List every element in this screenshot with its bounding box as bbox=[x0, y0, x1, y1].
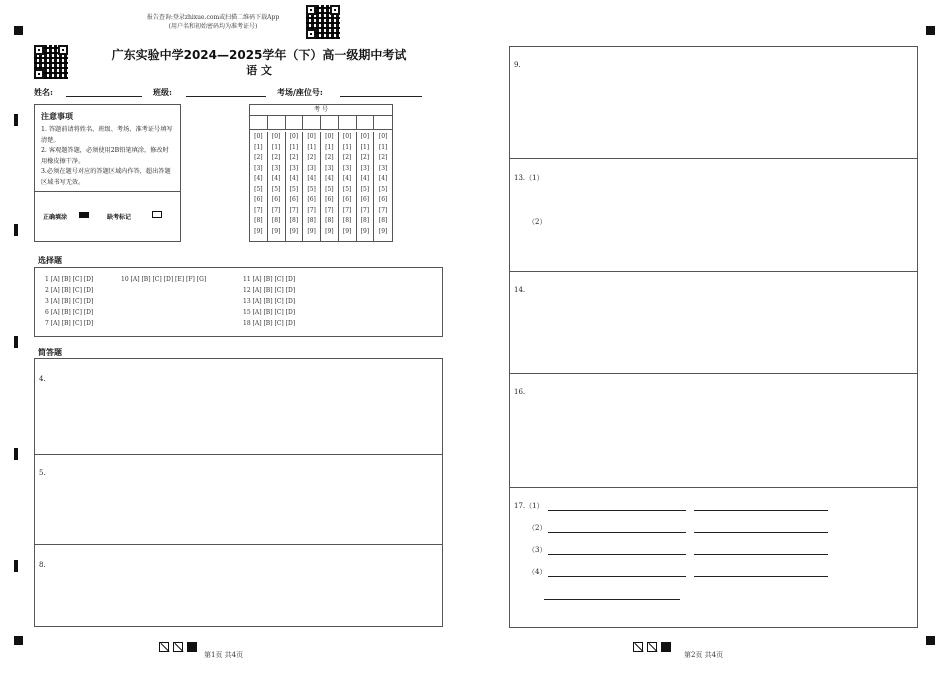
choice-q13[interactable]: 13 [A] [B] [C] [D] bbox=[243, 298, 296, 305]
exam-id-bubble[interactable]: [2] bbox=[325, 154, 334, 161]
short-section-title: 简答题 bbox=[38, 347, 62, 357]
corner-marker-tl bbox=[14, 26, 23, 35]
exam-id-bubble[interactable]: [7] bbox=[289, 206, 299, 214]
filled-box-icon bbox=[661, 642, 671, 652]
corner-marker-br bbox=[926, 636, 935, 645]
exam-id-bubble[interactable]: [7] bbox=[307, 206, 316, 214]
exam-id-bubble[interactable]: [7] bbox=[360, 206, 370, 214]
exam-id-bubble[interactable]: [4] bbox=[360, 175, 370, 182]
choice-q11[interactable]: 11 [A] [B] [C] [D] bbox=[243, 276, 296, 283]
choice-q6[interactable]: 6 [A] [B] [C] [D] bbox=[45, 309, 94, 316]
exam-id-column[interactable] bbox=[250, 132, 268, 241]
question-17-3-label: （3） bbox=[528, 546, 547, 554]
exam-id-bubble[interactable]: [5] bbox=[378, 185, 388, 193]
app-qr-code[interactable] bbox=[306, 5, 340, 39]
exam-id-bubble[interactable]: [8] bbox=[360, 217, 370, 224]
exam-id-bubble[interactable]: [8] bbox=[378, 217, 388, 224]
exam-id-bubble[interactable]: [7] bbox=[342, 206, 352, 214]
exam-id-bubble[interactable]: [6] bbox=[289, 196, 299, 203]
answer-line-17-4a[interactable] bbox=[548, 576, 686, 577]
choice-q10[interactable]: 10 [A] [B] [C] [D] [E] [F] [G] bbox=[121, 276, 207, 283]
question-9-label: 9. bbox=[514, 61, 521, 69]
exam-id-bubble[interactable]: [0] bbox=[271, 133, 281, 140]
crossed-box-icon bbox=[633, 642, 643, 652]
answer-box-14[interactable] bbox=[509, 271, 918, 374]
page2-footer: 第2页 共4页 bbox=[684, 651, 724, 659]
choice-q2[interactable]: 2 [A] [B] [C] [D] bbox=[45, 287, 94, 294]
absent-checkbox[interactable] bbox=[152, 211, 162, 218]
exam-id-column[interactable] bbox=[286, 132, 304, 241]
exam-id-bubble[interactable]: [2] bbox=[271, 154, 281, 161]
exam-id-bubble[interactable]: [9] bbox=[360, 227, 370, 235]
side-marker bbox=[14, 336, 18, 348]
page1-footer: 第1页 共4页 bbox=[204, 651, 244, 659]
exam-id-bubble[interactable]: [9] bbox=[307, 227, 316, 235]
exam-id-bubble[interactable]: [4] bbox=[254, 175, 263, 182]
exam-id-bubble[interactable]: [0] bbox=[378, 133, 388, 140]
exam-id-bubble[interactable]: [7] bbox=[325, 206, 334, 214]
crossed-box-icon bbox=[173, 642, 183, 652]
exam-id-bubble[interactable]: [1] bbox=[254, 143, 263, 151]
choice-q18[interactable]: 18 [A] [B] [C] [D] bbox=[243, 320, 296, 327]
exam-id-bubble[interactable]: [8] bbox=[342, 217, 352, 224]
exam-id-bubble[interactable]: [6] bbox=[254, 196, 263, 203]
notes-divider bbox=[35, 191, 180, 192]
name-label: 姓名: bbox=[34, 87, 53, 97]
exam-id-bubble[interactable]: [9] bbox=[342, 227, 352, 235]
exam-id-bubble[interactable]: [3] bbox=[342, 164, 352, 172]
side-marker bbox=[14, 448, 18, 460]
choice-section-title: 选择题 bbox=[38, 255, 62, 265]
exam-id-column[interactable] bbox=[374, 132, 392, 241]
corner-marker-tr bbox=[926, 26, 935, 35]
question-14-label: 14. bbox=[514, 286, 526, 294]
question-13-2-label: （2） bbox=[528, 218, 547, 226]
question-16-label: 16. bbox=[514, 388, 526, 396]
exam-id-column[interactable] bbox=[321, 132, 339, 241]
subject-title: 语 文 bbox=[246, 64, 272, 77]
exam-id-bubble[interactable]: [6] bbox=[271, 196, 281, 203]
exam-id-bubble[interactable]: [4] bbox=[289, 175, 299, 182]
choice-q12[interactable]: 12 [A] [B] [C] [D] bbox=[243, 287, 296, 294]
answer-line-17-3a[interactable] bbox=[548, 554, 686, 555]
exam-id-bubble[interactable]: [7] bbox=[378, 206, 388, 214]
seat-input-line[interactable] bbox=[340, 96, 422, 97]
exam-id-bubble[interactable]: [5] bbox=[360, 185, 370, 193]
answer-box-5[interactable] bbox=[34, 454, 443, 545]
side-marker bbox=[14, 114, 18, 126]
exam-id-bubble[interactable]: [6] bbox=[360, 196, 370, 203]
exam-id-grid bbox=[249, 104, 393, 242]
question-17-1-label: 17.（1） bbox=[514, 502, 544, 510]
exam-id-bubble[interactable]: [4] bbox=[271, 175, 281, 182]
exam-id-bubble[interactable]: [8] bbox=[254, 217, 263, 224]
answer-box-17 bbox=[509, 487, 918, 628]
question-4-label: 4. bbox=[39, 375, 46, 383]
exam-id-bubble[interactable]: [1] bbox=[342, 143, 352, 151]
exam-id-bubble[interactable]: [1] bbox=[271, 143, 281, 151]
answer-line-17-2b[interactable] bbox=[694, 532, 828, 533]
exam-id-bubble[interactable]: [8] bbox=[289, 217, 299, 224]
exam-id-bubble[interactable]: [1] bbox=[325, 143, 334, 151]
class-input-line[interactable] bbox=[186, 96, 266, 97]
answer-line-17-4b[interactable] bbox=[694, 576, 828, 577]
exam-id-bubble[interactable]: [2] bbox=[307, 154, 316, 161]
correct-fill-label: 正确填涂 bbox=[43, 214, 68, 221]
answer-box-4[interactable] bbox=[34, 358, 443, 455]
exam-id-bubble[interactable]: [3] bbox=[307, 164, 316, 172]
notes-box bbox=[34, 104, 181, 242]
exam-id-bubble[interactable]: [7] bbox=[271, 206, 281, 214]
exam-id-bubble[interactable]: [2] bbox=[289, 154, 299, 161]
exam-id-bubble[interactable]: [0] bbox=[289, 133, 299, 140]
question-17-2-label: （2） bbox=[528, 524, 547, 532]
exam-id-bubble[interactable]: [6] bbox=[378, 196, 388, 203]
exam-id-bubble[interactable]: [9] bbox=[289, 227, 299, 235]
exam-id-column[interactable] bbox=[357, 132, 375, 241]
answer-box-16[interactable] bbox=[509, 373, 918, 488]
exam-id-bubble[interactable]: [3] bbox=[325, 164, 334, 172]
exam-id-bubble[interactable]: [3] bbox=[289, 164, 299, 172]
exam-id-bubble[interactable]: [0] bbox=[307, 133, 316, 140]
exam-id-write-row[interactable] bbox=[250, 115, 392, 130]
answer-line-17-4c[interactable] bbox=[544, 599, 680, 600]
absent-label: 缺考标记 bbox=[107, 214, 132, 221]
question-5-label: 5. bbox=[39, 469, 46, 477]
exam-id-bubble[interactable]: [0] bbox=[360, 133, 370, 140]
choice-q7[interactable]: 7 [A] [B] [C] [D] bbox=[45, 320, 94, 327]
correct-fill-sample bbox=[79, 212, 89, 218]
exam-id-bubble[interactable]: [5] bbox=[254, 185, 263, 193]
answer-line-17-1b[interactable] bbox=[694, 510, 828, 511]
answer-box-9[interactable] bbox=[509, 46, 918, 159]
side-marker bbox=[14, 224, 18, 236]
answer-line-17-1a[interactable] bbox=[548, 510, 686, 511]
exam-id-bubble[interactable]: [4] bbox=[342, 175, 352, 182]
notes-heading: 注意事项 bbox=[41, 111, 73, 121]
exam-id-bubble[interactable]: [1] bbox=[289, 143, 299, 151]
question-17-4-label: （4） bbox=[528, 568, 547, 576]
notes-line-2: 2. 客观题答题，必须使用2B铅笔填涂，修改时用橡皮擦干净。 bbox=[41, 147, 169, 165]
exam-id-bubble[interactable]: [8] bbox=[307, 217, 316, 224]
exam-id-bubble[interactable]: [8] bbox=[325, 217, 334, 224]
exam-id-bubble[interactable]: [6] bbox=[307, 196, 316, 203]
exam-id-column[interactable] bbox=[268, 132, 286, 241]
exam-id-bubble[interactable]: [3] bbox=[271, 164, 281, 172]
exam-id-bubble[interactable]: [5] bbox=[342, 185, 352, 193]
exam-id-bubble[interactable]: [3] bbox=[378, 164, 388, 172]
question-13-1-label: 13.（1） bbox=[514, 174, 544, 182]
paper-qr-code bbox=[34, 45, 68, 79]
page2-marks bbox=[633, 636, 675, 655]
exam-id-bubble[interactable]: [7] bbox=[254, 206, 263, 214]
answer-line-17-3b[interactable] bbox=[694, 554, 828, 555]
exam-id-column[interactable] bbox=[339, 132, 357, 241]
answer-box-8[interactable] bbox=[34, 544, 443, 627]
notes-line-3: 3.必须在题号对应的答题区域内作答，超出答题区域书写无效。 bbox=[41, 168, 171, 186]
exam-id-bubble[interactable]: [9] bbox=[378, 227, 388, 235]
notes-text bbox=[41, 125, 173, 188]
exam-id-bubble[interactable]: [1] bbox=[360, 143, 370, 151]
exam-id-bubble[interactable]: [1] bbox=[307, 143, 316, 151]
exam-id-column[interactable] bbox=[303, 132, 321, 241]
exam-id-bubble[interactable]: [2] bbox=[378, 154, 388, 161]
exam-id-bubble[interactable]: [0] bbox=[254, 133, 263, 140]
exam-id-bubble[interactable]: [2] bbox=[254, 154, 263, 161]
choice-q1[interactable]: 1 [A] [B] [C] [D] bbox=[45, 276, 94, 283]
exam-id-title: 考 号 bbox=[250, 105, 392, 116]
choice-q3[interactable]: 3 [A] [B] [C] [D] bbox=[45, 298, 94, 305]
report-notice bbox=[133, 13, 293, 31]
exam-id-bubble[interactable]: [3] bbox=[254, 164, 263, 172]
exam-id-bubble[interactable]: [2] bbox=[360, 154, 370, 161]
exam-id-bubble[interactable]: [3] bbox=[360, 164, 370, 172]
crossed-box-icon bbox=[159, 642, 169, 652]
exam-id-bubbles[interactable] bbox=[250, 129, 392, 241]
report-notice-line2: (用户名和初始密码均为准考证号) bbox=[168, 23, 258, 30]
exam-id-bubble[interactable]: [9] bbox=[271, 227, 281, 235]
choice-box bbox=[34, 267, 443, 337]
exam-id-bubble[interactable]: [0] bbox=[342, 133, 352, 140]
exam-id-bubble[interactable]: [4] bbox=[325, 175, 334, 182]
exam-id-bubble[interactable]: [5] bbox=[271, 185, 281, 193]
exam-id-bubble[interactable]: [6] bbox=[342, 196, 352, 203]
name-input-line[interactable] bbox=[66, 96, 142, 97]
report-notice-line1: 报告查询:登录zhixue.com或扫描二维码下载App bbox=[146, 14, 280, 21]
exam-id-bubble[interactable]: [0] bbox=[325, 133, 334, 140]
page1-marks bbox=[159, 636, 201, 655]
exam-id-bubble[interactable]: [2] bbox=[342, 154, 352, 161]
side-marker bbox=[14, 560, 18, 572]
exam-id-bubble[interactable]: [5] bbox=[325, 185, 334, 193]
exam-id-bubble[interactable]: [8] bbox=[271, 217, 281, 224]
seat-label: 考场/座位号: bbox=[277, 87, 323, 97]
exam-id-bubble[interactable]: [6] bbox=[325, 196, 334, 203]
exam-id-bubble[interactable]: [4] bbox=[378, 175, 388, 182]
filled-box-icon bbox=[187, 642, 197, 652]
exam-title: 广东实验中学2024—2025学年（下）高一级期中考试 bbox=[111, 48, 407, 62]
corner-marker-bl bbox=[14, 636, 23, 645]
answer-box-13[interactable] bbox=[509, 158, 918, 272]
notes-line-1: 1. 答题前请将姓名、班级、考场、准考证号填写清楚。 bbox=[41, 126, 173, 144]
exam-id-bubble[interactable]: [5] bbox=[307, 185, 316, 193]
exam-id-bubble[interactable]: [9] bbox=[254, 227, 263, 235]
question-8-label: 8. bbox=[39, 561, 46, 569]
class-label: 班级: bbox=[153, 87, 172, 97]
crossed-box-icon bbox=[647, 642, 657, 652]
exam-id-bubble[interactable]: [9] bbox=[325, 227, 334, 235]
choice-q15[interactable]: 15 [A] [B] [C] [D] bbox=[243, 309, 296, 316]
exam-id-bubble[interactable]: [4] bbox=[307, 175, 316, 182]
answer-line-17-2a[interactable] bbox=[548, 532, 686, 533]
exam-id-bubble[interactable]: [1] bbox=[378, 143, 388, 151]
exam-id-bubble[interactable]: [5] bbox=[289, 185, 299, 193]
